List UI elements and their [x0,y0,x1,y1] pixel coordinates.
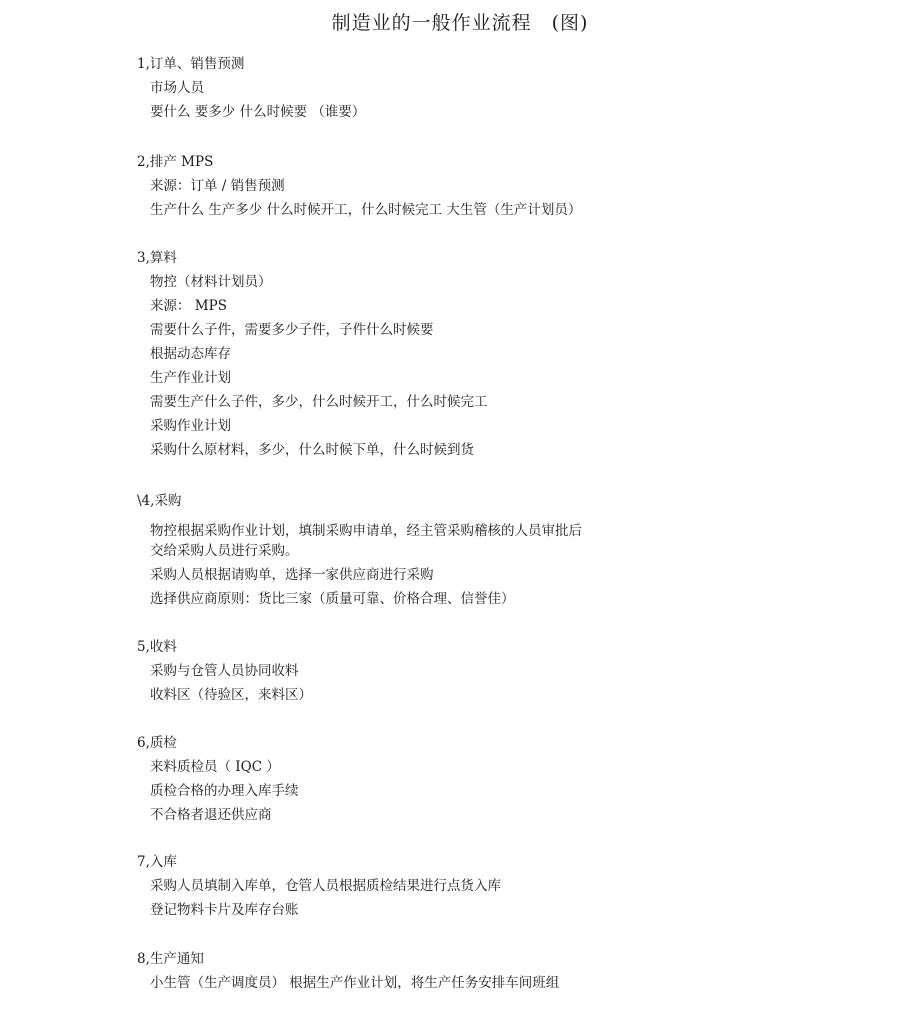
section-line: 采购什么原材料，多少，什么时候下单，什么时候到货 [150,442,474,458]
section-heading-material-calc: 3,算料 [137,250,177,266]
section-heading-purchasing: \4,采购 [137,493,182,509]
section-line: 采购作业计划 [150,418,231,434]
section-line: 来源：订单 / 销售预测 [150,178,285,194]
section-line: 登记物料卡片及库存台账 [150,902,299,918]
page-title: 制造业的一般作业流程 (图) [331,12,589,34]
section-heading-order-forecast: 1,订单、销售预测 [137,56,245,72]
section-heading-production-notice: 8,生产通知 [137,951,204,967]
section-line: 采购人员填制入库单，仓管人员根据质检结果进行点货入库 [150,878,501,894]
section-line: 需要什么子件，需要多少子件，子件什么时候要 [150,322,434,338]
section-line: 采购与仓管人员协同收料 [150,663,299,679]
section-line: 根据动态库存 [150,346,231,362]
section-line: 要什么 要多少 什么时候要 （谁要） [150,104,366,120]
section-heading-quality-check: 6,质检 [137,735,177,751]
section-line: 来源： MPS [150,298,227,314]
section-line: 生产什么 生产多少 什么时候开工，什么时候完工 大生管（生产计划员） [150,202,582,218]
section-line: 不合格者退还供应商 [150,807,272,823]
section-line: 小生管（生产调度员） 根据生产作业计划，将生产任务安排车间班组 [150,975,560,991]
section-line: 交给采购人员进行采购。 [150,543,299,559]
section-line: 市场人员 [150,80,204,96]
section-line: 需要生产什么子件，多少，什么时候开工，什么时候完工 [150,394,488,410]
section-heading-receiving: 5,收料 [137,639,177,655]
section-heading-scheduling: 2,排产 MPS [137,154,214,170]
section-line: 采购人员根据请购单，选择一家供应商进行采购 [150,567,434,583]
section-heading-warehousing: 7,入库 [137,854,177,870]
section-line: 来料质检员（ IQC ） [150,759,280,775]
section-line: 质检合格的办理入库手续 [150,783,299,799]
section-line: 物控根据采购作业计划，填制采购申请单，经主管采购稽核的人员审批后 [150,523,582,539]
section-line: 收料区（待验区，来料区） [150,687,312,703]
section-line: 生产作业计划 [150,370,231,386]
section-line: 选择供应商原则：货比三家（质量可靠、价格合理、信誉佳） [150,591,515,607]
section-line: 物控（材料计划员） [150,274,272,290]
